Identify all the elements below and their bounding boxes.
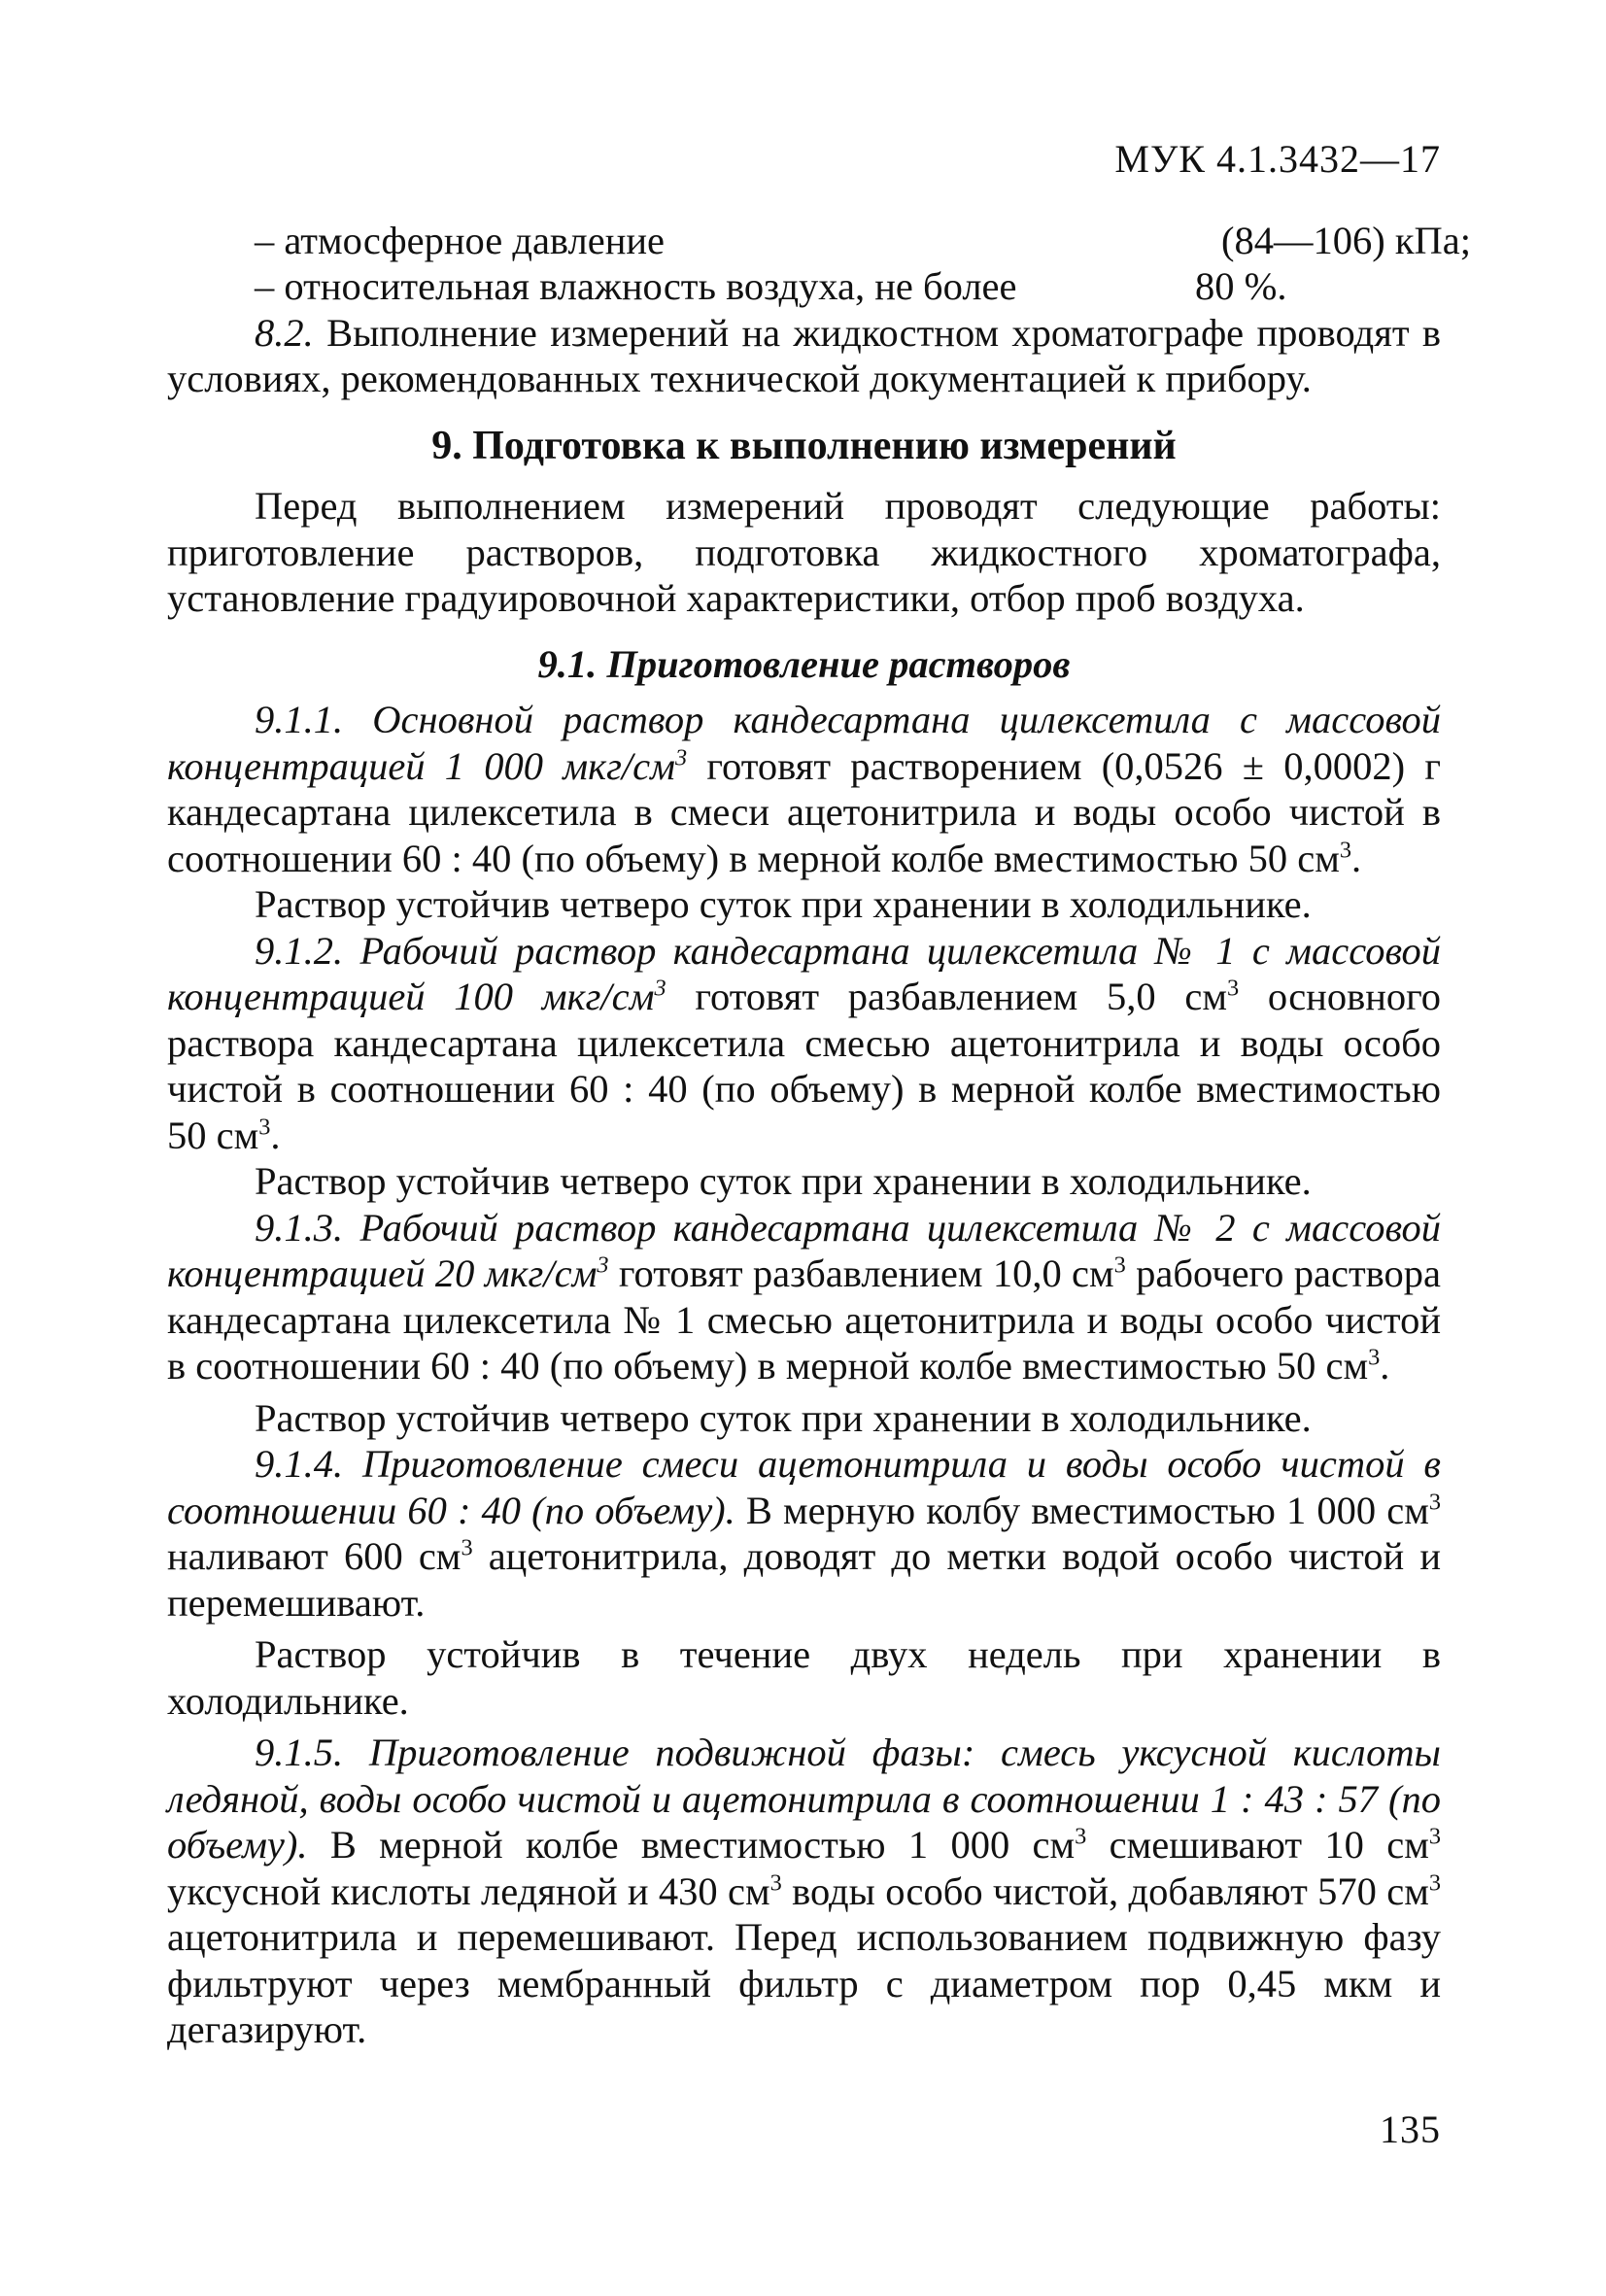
superscript: 3 [674,744,688,771]
stability-note: Раствор устойчив четверо суток при хранении в холодильнике. [255,1395,1312,1440]
condition-humidity [167,263,1441,310]
clause-lead: 9.1.5. Приготовление подвижной фазы: смесь уксусной кислоты ледяной, воды особо чистой и ацетонитрила в соотношении 1 : 43 : 57 (по объему). [167,1731,1441,1867]
stability-note: Раствор устойчив четверо суток при хранении в холодильнике. [255,1159,1312,1203]
paragraph-9-1-1 [167,697,1441,881]
paragraph-text: В мерной колбе вместимостью 1 000 см [307,1823,1076,1867]
paragraph-text: готовят разбавлением 5,0 см [666,975,1228,1018]
condition-label: – относительная влажность воздуха, не более [255,264,1017,308]
clause-lead: 9.1.1. Основной раствор кандесартана цилексетила с массовой концентрацией 1 000 мкг/см [167,698,1441,788]
running-header: МУК 4.1.3432—17 [1114,137,1441,181]
condition-value: (84—106) кПа; [1221,218,1472,262]
paragraph-9-1-4 [167,1441,1441,1626]
superscript: 3 [1428,1823,1441,1850]
condition-value: 80 %. [1195,264,1287,308]
paragraph-text: рабочего раствора кандесартана цилексетила № 1 смесью ацетонитрила и воды особо чистой в соотношении 60 : 40 (по объему) в мерной колбе вместимостью 50 см [167,1251,1441,1388]
clause-lead: 9.1.4. Приготовление смеси ацетонитрила и воды особо чистой в соотношении 60 : 40 (по объему). [167,1442,1441,1532]
clause-lead: 9.1.3. Рабочий раствор кандесартана цилексетила № 2 с массовой концентрацией 20 мкг/см [167,1205,1441,1295]
paragraph-9-1-2 [167,928,1441,1159]
paragraph-8-2 [167,310,1441,402]
superscript: 3 [597,1251,609,1279]
stability-note: Раствор устойчив в течение двух недель при хранении в холодильнике. [167,1632,1441,1723]
paragraph-text: основного раствора кандесартана цилексетила смесью ацетонитрила и воды особо чистой в соотношении 60 : 40 (по объему) в мерной колбе вместимостью 50 см [167,975,1441,1157]
section-intro: Перед выполнением измерений проводят следующие работы: приготовление растворов, подготовка жидкостного хроматографа, установление градуировочной характеристики, отбор проб воздуха. [167,484,1441,620]
condition-pressure [167,218,1472,264]
superscript: 3 [1428,1489,1442,1515]
paragraph-9-1-5 [167,1730,1441,2053]
paragraph-text: смешивают 10 см [1086,1823,1429,1867]
clause-number: 8.2. [255,310,314,355]
paragraph-text: готовят растворением (0,0526 ± 0,0002) г кандесартана цилексетила в смеси ацетонитрила и воды особо чистой в соотношении 60 : 40 (по объему) в мерной колбе вместимостью 50 см [167,743,1442,880]
paragraph-text: готовят разбавлением 10,0 см [608,1251,1114,1295]
superscript: 3 [769,1869,782,1896]
paragraph-text: ацетонитрила, доводят до метки водой особо чистой и перемешивают. [167,1534,1441,1625]
condition-label: – атмосферное давление [255,218,666,262]
paragraph-text: ацетонитрила и перемешивают. Перед использованием подвижную фазу фильтруют через мембранный фильтр с диаметром пор 0,45 мкм и дегазируют. [167,1915,1441,2051]
superscript: 3 [1368,1344,1381,1371]
paragraph-text: Выполнение измерений на жидкостном хроматографе проводят в условиях, рекомендованных технической документацией к прибору. [167,310,1441,400]
paragraph-text: . [1351,836,1362,880]
section-title: 9. Подготовка к выполнению измерений [431,423,1177,468]
paragraph-text: . [1380,1344,1390,1388]
paragraph-9-1-3 [167,1205,1441,1389]
page-number: 135 [1380,2108,1441,2151]
superscript: 3 [258,1114,271,1140]
superscript: 3 [654,975,666,1002]
stability-note: Раствор устойчив четверо суток при хранении в холодильнике. [255,882,1312,926]
paragraph-text: уксусной кислоты ледяной и 430 см [167,1868,770,1913]
paragraph-text: наливают 600 см [167,1534,461,1578]
paragraph-text: . [270,1113,281,1157]
superscript: 3 [1075,1823,1087,1850]
superscript: 3 [461,1534,473,1561]
superscript: 3 [1339,837,1352,863]
superscript: 3 [1113,1251,1126,1279]
paragraph-text: В мерную колбу вместимостью 1 000 см [735,1488,1429,1532]
subsection-title: 9.1. Приготовление растворов [537,641,1071,686]
paragraph-text: воды особо чистой, добавляют 570 см [781,1868,1429,1913]
superscript: 3 [1428,1869,1442,1896]
superscript: 3 [1227,975,1240,1002]
clause-lead: 9.1.2. Рабочий раствор кандесартана цилексетила № 1 с массовой концентрацией 100 мкг/см [167,928,1441,1018]
